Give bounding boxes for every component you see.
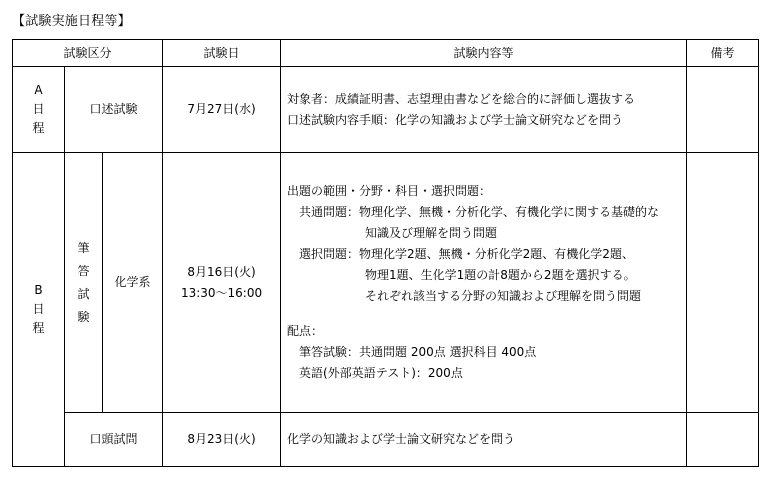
range-title: 出題の範囲・分野・科目・選択問題：: [287, 184, 492, 198]
exam-schedule-table: [12, 39, 759, 467]
score-written: 筆答試験：共通問題 200点 選択科目 400点: [299, 345, 537, 359]
schedule-b-oral-row: [13, 413, 759, 467]
schedule-b-oral-notes: [687, 413, 759, 467]
schedule-b-written-notes: [687, 153, 759, 413]
selected-questions-line-3: それぞれ該当する分野の知識および理解を問う問題: [365, 289, 642, 303]
written-exam-time: 13:30～16:00: [180, 285, 263, 300]
schedule-a-date: 7月27日(水): [163, 67, 281, 153]
score-english: 英語(外部英語テスト)：200点: [299, 366, 463, 380]
schedule-a-target: 対象者：成績証明書、志望理由書などを総合的に評価し選抜する: [287, 91, 636, 106]
schedule-a-row: [13, 67, 759, 153]
schedule-a-notes: [687, 67, 759, 153]
common-questions-line-2: 知識及び理解を問う問題: [365, 226, 498, 240]
written-exam-datetime: [163, 153, 281, 413]
schedule-b-written-row: [13, 153, 759, 413]
header-category: 試験区分: [13, 40, 163, 67]
header-content: 試験内容等: [281, 40, 687, 67]
page-heading: 【試験実施日程等】: [12, 14, 131, 29]
oral-exam-date: 8月23日(火): [163, 413, 281, 467]
oral-exam-label: 口頭試問: [65, 413, 163, 467]
header-date: 試験日: [163, 40, 281, 67]
header-row: [13, 40, 759, 67]
header-notes: 備考: [687, 40, 759, 67]
schedule-a-content: [281, 67, 687, 153]
common-questions-line-1: 共通問題：物理化学、無機・分析化学、有機化学に関する基礎的な: [299, 205, 660, 219]
schedule-a-procedure: 口述試験内容手順：化学の知識および学士論文研究などを問う: [287, 112, 624, 127]
schedule-a-label: A 日 程: [13, 67, 65, 153]
selected-questions-line-1: 選択問題：物理化学2題、無機・分析化学2題、有機化学2題、: [299, 247, 634, 261]
schedule-b-label: B 日 程: [13, 153, 65, 467]
field-chemistry: 化学系: [103, 153, 163, 413]
written-exam-label: 筆 答 試 験: [65, 153, 103, 413]
selected-questions-line-2: 物理1題、生化学1題の計8題から2題を選択する。: [365, 268, 636, 282]
schedule-a-exam: 口述試験: [65, 67, 163, 153]
written-exam-content: [281, 153, 687, 413]
oral-exam-content: 化学の知識および学士論文研究などを問う: [281, 413, 687, 467]
score-title: 配点：: [287, 324, 324, 338]
written-exam-date: 8月16日(火): [187, 264, 256, 279]
